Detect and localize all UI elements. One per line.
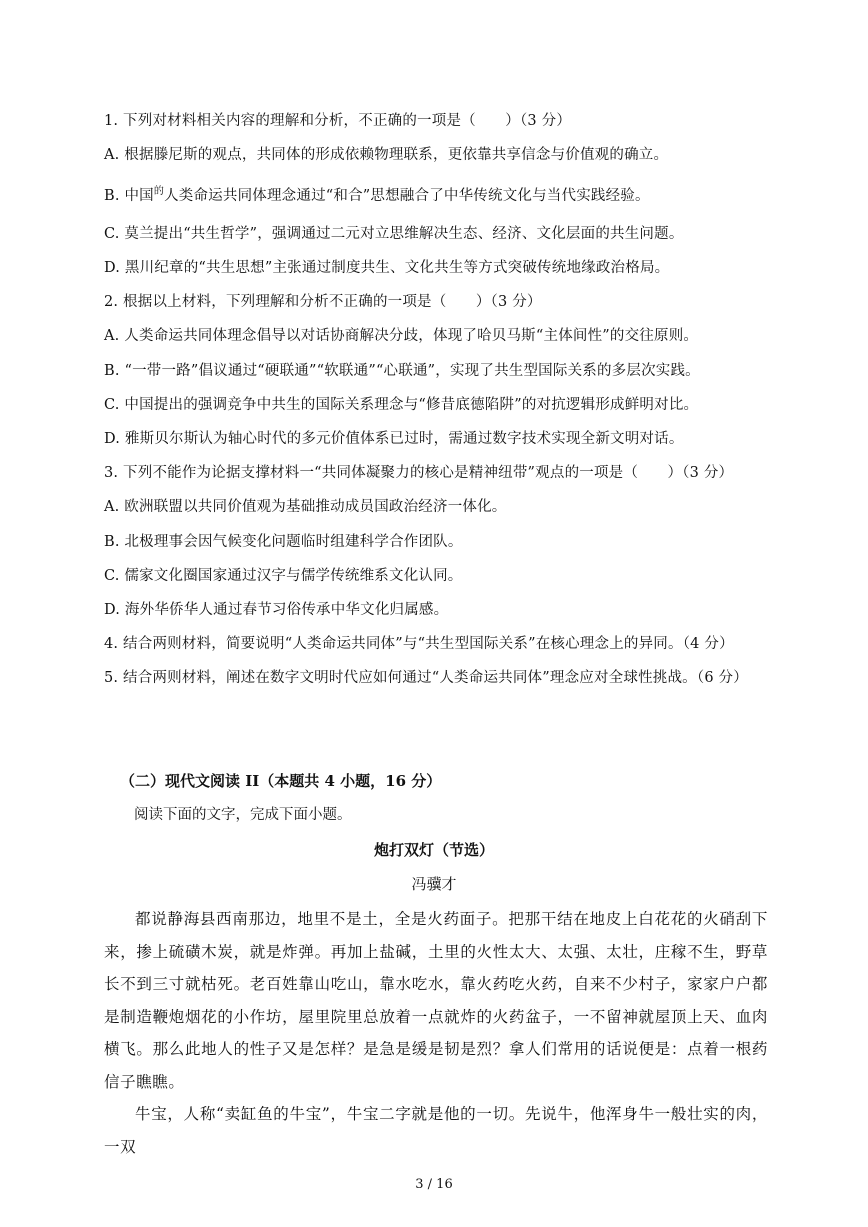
question-3-option-d: D. 海外华侨华人通过春节习俗传承中华文化归属感。	[104, 602, 449, 618]
story-paragraph: 都说静海县西南那边，地里不是土，全是火药面子。把那干结在地皮上白花花的火硝刮下来，掺上硫磺木炭，就是炸弹。再加上盐碱，土里的火性太大、太强、太壮，庄稼不生，野草长不到三寸就枯死。老百姓靠山吃山，靠水吃水，靠火药吃火药，自来不少村子，家家户户都是制造鞭炮烟花的小作坊，屋里院里总放着一点就炸的火药盆子，一不留神就屋顶上天、血肉横飞。那么此地人的性子又是怎样？是急是缓是韧是烈？拿人们常用的话说便是：点着一根药信子瞧瞧。	[104, 910, 768, 1091]
question-3-stem: 3. 下列不能作为论据支撑材料一“共同体凝聚力的核心是精神纽带”观点的一项是（ ）（3 分）	[104, 465, 734, 481]
question-3-option-b: B. 北极理事会因气候变化问题临时组建科学合作团队。	[104, 534, 463, 550]
question-1-option-b	[104, 186, 650, 208]
question-2-option-d: D. 雅斯贝尔斯认为轴心时代的多元价值体系已过时，需通过数字技术实现全新文明对话。	[104, 431, 684, 447]
question-1-option-d: D. 黑川纪章的“共生思想”主张通过制度共生、文化共生等方式突破传统地缘政治格局。	[104, 260, 670, 276]
question-3-option-c: C. 儒家文化圈国家通过汉字与儒学传统维系文化认同。	[104, 568, 463, 584]
question-3-option-a: A. 欧洲联盟以共同价值观为基础推动成员国政治经济一体化。	[104, 499, 507, 515]
story-title: 炮打双灯（节选）	[373, 841, 494, 859]
question-1-option-a: A. 根据滕尼斯的观点，共同体的形成依赖物理联系，更依靠共享信念与价值观的确立。	[104, 147, 669, 163]
question-2-stem: 2. 根据以上材料，下列理解和分析不正确的一项是（ ）（3 分）	[104, 294, 542, 310]
question-2-option-a: A. 人类命运共同体理念倡导以对话协商解决分歧，体现了哈贝马斯“主体间性”的交往原则。	[104, 328, 699, 344]
option-b-text: 人类命运共同体理念通过“和合”思想融合了中华传统文化与当代实践经验。	[164, 188, 650, 204]
section-instruction: 阅读下面的文字，完成下面小题。	[134, 807, 352, 823]
story-paragraph: 牛宝，人称“卖缸鱼的牛宝”，牛宝二字就是他的一切。先说牛，他浑身牛一般壮实的肉，一双	[104, 1105, 768, 1156]
story-body	[104, 903, 768, 1163]
question-5-stem: 5. 结合两则材料，阐述在数字文明时代应如何通过“人类命运共同体”理念应对全球性挑战。（6 分）	[104, 670, 748, 686]
option-b-prefix: B. 中国	[104, 188, 154, 204]
question-2-option-b: B. “一带一路”倡议通过“硬联通”“软联通”“心联通”，实现了共生型国际关系的多层次实践。	[104, 363, 700, 379]
section-title: （二）现代文阅读 II（本题共 4 小题，16 分）	[120, 772, 442, 790]
question-2-option-c: C. 中国提出的强调竞争中共生的国际关系理念与“修昔底德陷阱”的对抗逻辑形成鲜明对比。	[104, 397, 699, 413]
page-number: 3 / 16	[415, 1177, 453, 1192]
question-1-option-c: C. 莫兰提出“共生哲学”，强调通过二元对立思维解决生态、经济、文化层面的共生问题。	[104, 226, 684, 242]
story-author: 冯骥才	[411, 875, 457, 893]
question-4-stem: 4. 结合两则材料，简要说明“人类命运共同体”与“共生型国际关系”在核心理念上的异同。（4 分）	[104, 636, 734, 652]
question-1-stem: 1. 下列对材料相关内容的理解和分析，不正确的一项是（ ）（3 分）	[104, 113, 572, 129]
option-b-superscript: 的	[153, 186, 165, 197]
